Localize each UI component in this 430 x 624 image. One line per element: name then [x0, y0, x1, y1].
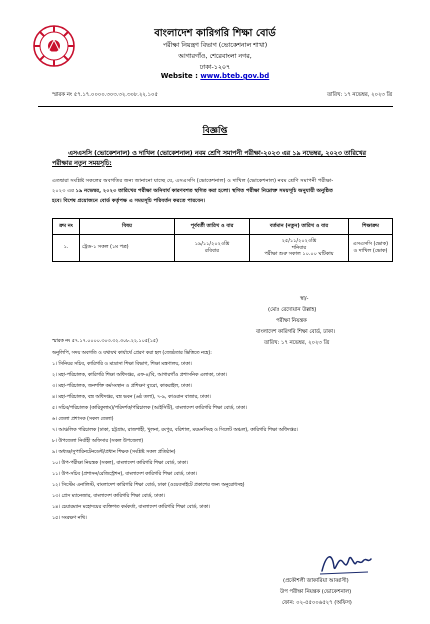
sender-title: উপ পরীক্ষা নিয়ন্ত্রক (ভোকেশনাল) [280, 589, 352, 595]
cell-subject: ট্রেড-১ সকল (১ম পত্র) [80, 235, 175, 262]
prev-date: ১৯/১১/২০২৩খ্রি [194, 241, 230, 248]
col-header-serial: ক্রম নং [53, 219, 80, 235]
curriculum-1: এসএসসি (ভোক) [352, 241, 389, 248]
sender-phone: ফোন: ০২-৫৫০০৬৫২৭ (অফিস) [282, 600, 352, 606]
signatory-title: পরীক্ষা নিয়ন্ত্রক [276, 318, 307, 324]
list-item: ৪। মহা-পরিচালক, বস্ত্র অধিদপ্তর, বস্ত্র ভবন (৬ষ্ঠ তলা), ৭-৯, কাওরান বাজার, ঢাকা। [52, 395, 211, 400]
col-header-new-date: বর্তমান (নতুন) তারিখ ও বার [250, 219, 349, 235]
notice-title: বিজ্ঞপ্তি [202, 126, 228, 136]
cell-serial: ১. [53, 235, 80, 262]
curriculum-2: ও দাখিল (ভোক) [353, 248, 388, 254]
city-line: ঢাকা-১২০৭ [199, 64, 231, 71]
body-line-3: হবে। বিশেষ প্রয়োজনে বোর্ড কর্তৃপক্ষ এ সময়সূচি পরিবর্তন করতে পারবেন। [52, 198, 206, 204]
body-line-1: এতদ্বারা সংশ্লিষ্ট সকলের অবগতির জন্য জানানো যাচ্ছে যে, এসএসসি (ভোকেশনাল) ও দাখিল (ভোকেশনাল) নবম শ্রেণি সমাপনী পরীক্ষা- [52, 178, 334, 184]
list-item: ৫। সচিব/পরিচালক (কারিকুলাম)/পরিদর্শক/পরিচালক (আইসিটি), বাংলাদেশ কারিগরি শিক্ষা বোর্ড, ঢাকা। [52, 406, 247, 411]
table-row [53, 235, 393, 262]
distribution-intro: অনুলিপি, সদয় অবগতি ও যথাযথ কার্যার্থে প্রেরণ করা হল (জ্যেষ্ঠতার ভিত্তিতে নহে): [52, 351, 212, 356]
col-header-curriculum: শিক্ষাক্রম [349, 219, 393, 235]
signatory-org: বাংলাদেশ কারিগরি শিক্ষা বোর্ড, ঢাকা। [256, 329, 335, 335]
list-item: ১১। উপ-সচিব (প্রশাসন/রেজিস্ট্রেশন), বাংলাদেশ কারিগরি শিক্ষা বোর্ড, ঢাকা। [52, 472, 197, 477]
list-item: ১২। সিস্টেম এনালিস্ট, বাংলাদেশ কারিগরি শিক্ষা বোর্ড, ঢাকা (ওয়েবসাইটে প্রকাশের জন্য অনুরোধসহ) [52, 483, 245, 488]
list-item: ৯। অধ্যক্ষ/সুপারিনটেনডেন্ট/প্রধান শিক্ষক (সংশ্লিষ্ট সকল প্রতিষ্ঠান) [52, 450, 176, 455]
memo-number: স্মারক নং ৫৭.১৭.০০০০.৩০৩.৩২.৩০৮.২২.১০৫ [52, 92, 158, 98]
cell-new-date [250, 235, 349, 262]
schedule-table [52, 218, 393, 262]
subject-line-1: এসএসসি (ভোকেশনাল) ও দাখিল (ভোকেশনাল) নবম শ্রেণি সমাপনী পরীক্ষা-২০২৩ এর ১৯ নভেম্বর, ২০২৩ তারিখের [68, 150, 366, 157]
cell-prev-date [175, 235, 250, 262]
header-divider [38, 106, 393, 107]
handwritten-signature [318, 547, 374, 577]
list-item: ১৫। সংরক্ষণ নথি। [52, 516, 87, 521]
website-link[interactable]: www.bteb.gov.bd [200, 72, 270, 80]
cell-curriculum [349, 235, 393, 262]
sender-name: (প্রকৌশলী জাকারিয়া আব্বাসী) [283, 578, 349, 584]
division-name: পরীক্ষা নিয়ন্ত্রণ বিভাগ (ভোকেশনাল শাখা) [162, 42, 268, 49]
list-item: ১০। উপ-পরীক্ষা নিয়ন্ত্রক (সকল), বাংলাদেশ কারিগরি শিক্ষা বোর্ড, ঢাকা। [52, 461, 188, 466]
signed-mark: স্বা/- [300, 296, 309, 302]
signatory-name: (মোঃ রেদোয়ান উল্লাহ) [268, 307, 317, 313]
list-item: ১। সিনিয়র সচিব, কারিগরি ও মাদ্রাসা শিক্ষা বিভাগ, শিক্ষা মন্ত্রণালয়, ঢাকা। [52, 362, 192, 367]
table-header-row [53, 219, 393, 235]
col-header-subject: বিষয় [80, 219, 175, 235]
body-line-2b: ১৯ নভেম্বর, ২০২৩ তারিখের পরীক্ষা অনিবার্য কারণবশত স্থগিত করা হলো। [75, 188, 231, 194]
new-day: শনিবার [291, 244, 307, 251]
body-line-2c: স্থগিত পরীক্ষা নিম্নোক্ত সময়সূচি অনুযায়ী অনুষ্ঠিত [231, 188, 333, 194]
new-time: পরীক্ষা শুরু সকাল ১০.০০ ঘটিকায় [264, 251, 334, 258]
distribution-memo: স্মারক নং ৫৭.১৭.০০০০.৩০৩.৩২.৩০৮.২২.১০৫(১৫) [52, 339, 158, 344]
subject-line-2: পরীক্ষার নতুন সময়সূচি: [52, 160, 112, 167]
address-line: আগারগাঁও, শেরেবাংলা নগর, [178, 53, 252, 60]
org-name: বাংলাদেশ কারিগরি শিক্ষা বোর্ড [154, 28, 276, 39]
list-item: ৮। উপজেলা নির্বাহী অফিসার (সকল উপজেলা) [52, 439, 144, 444]
website-line [0, 72, 430, 80]
list-item: ২। মহা-পরিচালক, কারিগরি শিক্ষা অধিদপ্তর, এফ-৪/বি, আগারগাঁও প্রশাসনিক এলাকা, ঢাকা। [52, 373, 227, 378]
list-item: ১৩। প্রেস ম্যানেজার, বাংলাদেশ কারিগরি শিক্ষা বোর্ড, ঢাকা। [52, 494, 165, 499]
list-item: ৭। আঞ্চলিক পরিচালক (ঢাকা, চট্টগ্রাম, রাজশাহী, খুলনা, রংপুর, বরিশাল, ময়মনসিংহ ও সিলেট অঞ্চল), কারিগরি শিক্ষা অধিদপ্তর। [52, 428, 298, 433]
col-header-prev-date: পূর্ববর্তী তারিখ ও বার [175, 219, 250, 235]
memo-date: তারিখ: ১৭ নভেম্বর, ২০২৩ খ্রি [326, 92, 392, 98]
body-line-2a: ২০২৩ এর [52, 188, 74, 194]
list-item: ৬। জেলা প্রশাসক (সকল জেলা) [52, 417, 114, 422]
list-item: ৩। মহা-পরিচালক, জনশক্তি কর্মসংস্থান ও প্রশিক্ষণ ব্যুরো, কাকরাইল, ঢাকা। [52, 384, 192, 389]
website-label: Website : [160, 72, 198, 80]
signatory-date: তারিখ: ১৭ নভেম্বর, ২০২৩ খ্রি [264, 340, 330, 346]
list-item: ১৪। চেয়ারম্যান মহোদয়ের ব্যক্তিগত কর্মকর্তা, বাংলাদেশ কারিগরি শিক্ষা বোর্ড, ঢাকা। [52, 505, 210, 510]
new-date: ২৫/১১/২০২৩খ্রি [281, 237, 317, 244]
body-line-2 [52, 188, 333, 196]
prev-day: রবিবার [205, 248, 219, 254]
